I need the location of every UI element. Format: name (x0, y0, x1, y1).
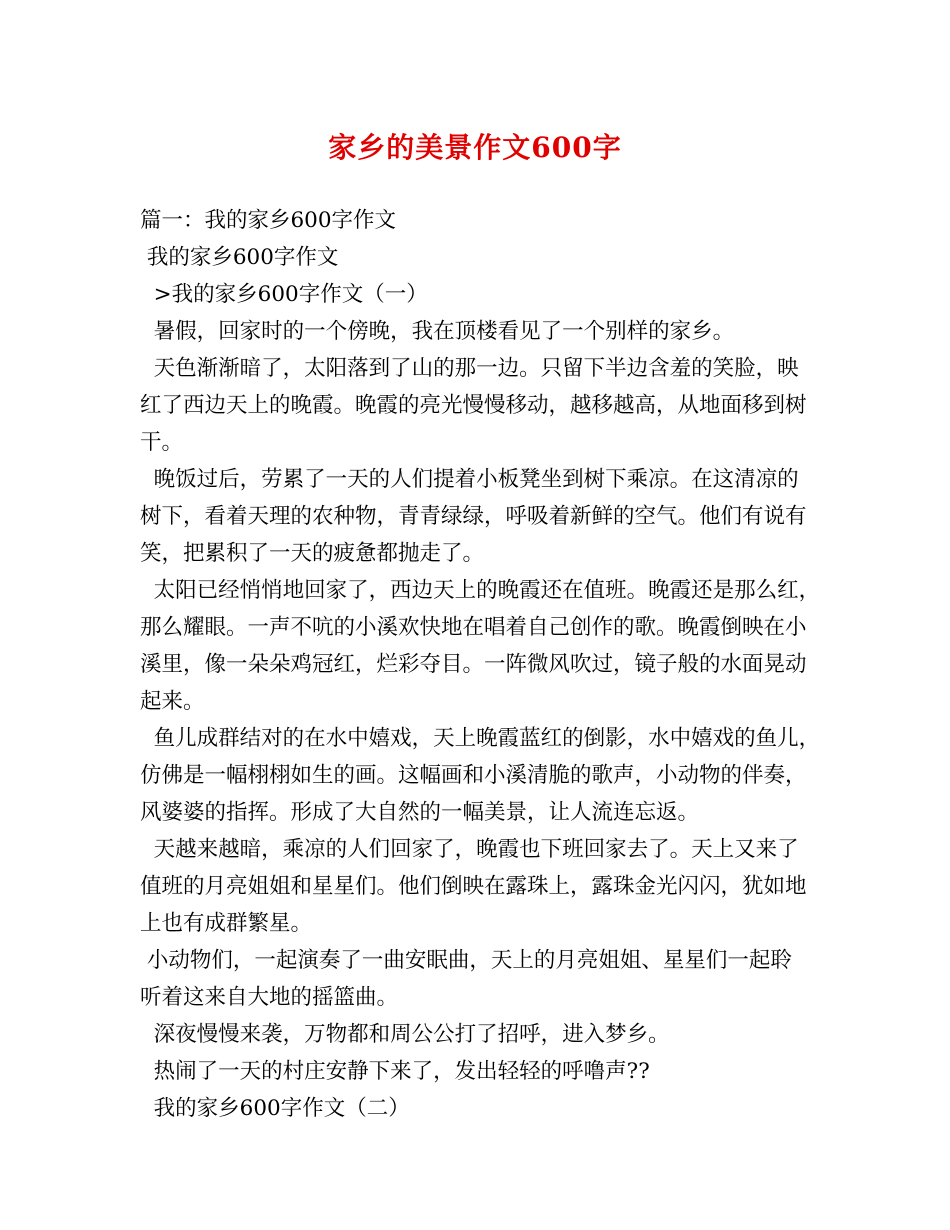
text-line: 天越来越暗，乘凉的人们回家了，晚霞也下班回家去了。天上又来了 (140, 837, 799, 862)
text-line: 暑假，回家时的一个傍晚，我在顶楼看见了一个别样的家乡。 (140, 319, 735, 344)
text-line: >我的家乡600字作文（一） (140, 282, 428, 307)
text-line: 仿佛是一幅栩栩如生的画。这幅画和小溪清脆的歌声，小动物的伴奏， (140, 763, 807, 788)
text-line: 红了西边天上的晚霞。晚霞的亮光慢慢移动，越移越高，从地面移到树 (140, 393, 807, 418)
text-line: 篇一：我的家乡600字作文 (140, 208, 397, 233)
text-line: 深夜慢慢来袭，万物都和周公公打了招呼，进入梦乡。 (140, 1022, 670, 1047)
document-title: 家乡的美景作文600字 (328, 131, 622, 164)
text-line: 溪里，像一朵朵鸡冠红，烂彩夺目。一阵微风吹过，镜子般的水面晃动 (140, 652, 807, 677)
text-line: 我的家乡600字作文（二） (140, 1096, 410, 1121)
text-line: 树下，看着天理的农种物，青青绿绿，呼吸着新鲜的空气。他们有说有 (140, 504, 807, 529)
text-line: 我的家乡600字作文 (140, 245, 339, 270)
text-line: 小动物们，一起演奏了一曲安眠曲，天上的月亮姐姐、星星们一起聆 (140, 948, 792, 973)
text-line: 太阳已经悄悄地回家了，西边天上的晚霞还在值班。晚霞还是那么红， (140, 578, 821, 603)
text-line: 上也有成群繁星。 (140, 911, 313, 936)
text-line: 笑，把累积了一天的疲惫都抛走了。 (140, 541, 485, 566)
text-line: 风婆婆的指挥。形成了大自然的一幅美景，让人流连忘返。 (140, 800, 700, 825)
document-body (140, 202, 820, 1127)
text-line: 天色渐渐暗了，太阳落到了山的那一边。只留下半边含羞的笑脸，映 (140, 356, 799, 381)
text-line: 晚饭过后，劳累了一天的人们提着小板凳坐到树下乘凉。在这清凉的 (140, 467, 799, 492)
text-line: 起来。 (140, 689, 205, 714)
text-line: 值班的月亮姐姐和星星们。他们倒映在露珠上，露珠金光闪闪，犹如地 (140, 874, 807, 899)
text-line: 听着这来自大地的摇篮曲。 (140, 985, 399, 1010)
text-line: 干。 (140, 430, 184, 455)
text-line: 那么耀眼。一声不吭的小溪欢快地在唱着自己创作的歌。晚霞倒映在小 (140, 615, 807, 640)
text-line: 鱼儿成群结对的在水中嬉戏，天上晚霞蓝红的倒影，水中嬉戏的鱼儿， (140, 726, 821, 751)
text-line: 热闹了一天的村庄安静下来了，发出轻轻的呼噜声?? (140, 1059, 650, 1084)
